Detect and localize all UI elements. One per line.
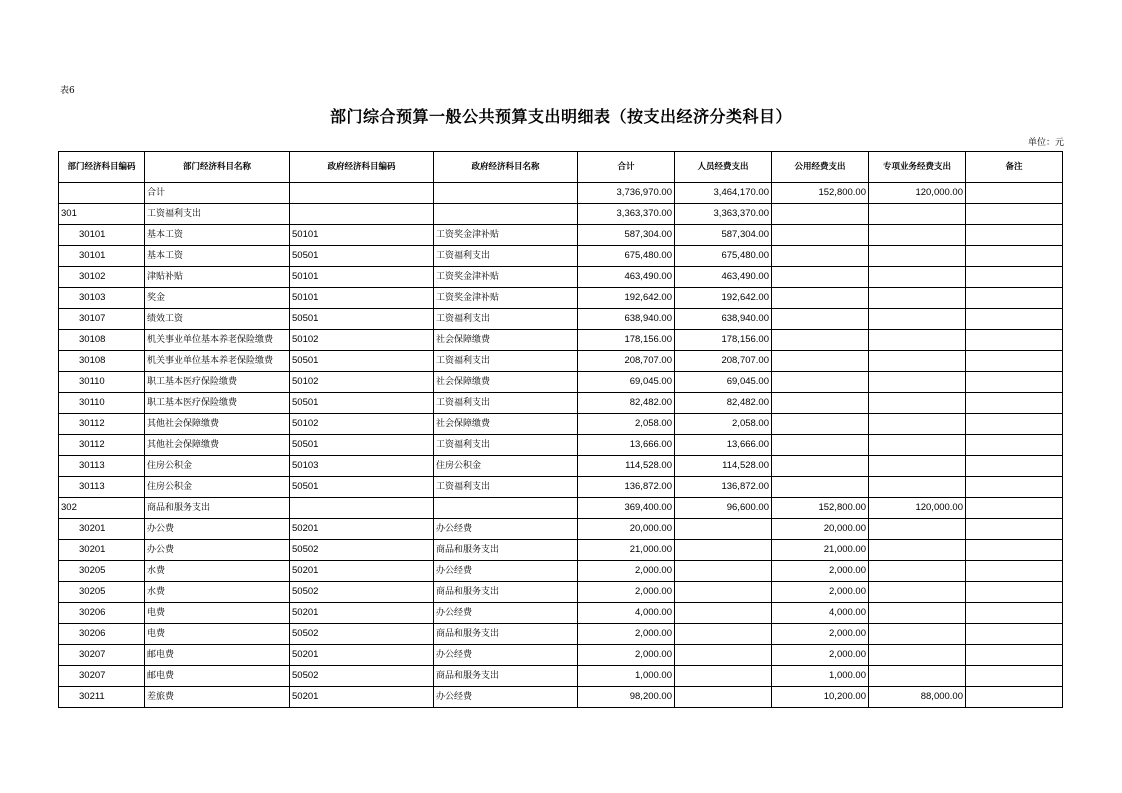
gov-name-cell: 商品和服务支出 — [434, 624, 578, 645]
dept-code-cell: 30205 — [59, 582, 145, 603]
note-cell — [966, 498, 1063, 519]
gov-name-cell: 办公经费 — [434, 561, 578, 582]
table-row — [59, 309, 1063, 330]
table-row — [59, 435, 1063, 456]
special-cell — [869, 246, 966, 267]
dept-code-cell: 30206 — [59, 603, 145, 624]
personnel-cell: 3,363,370.00 — [675, 204, 772, 225]
total-cell: 587,304.00 — [578, 225, 675, 246]
public-cell — [772, 351, 869, 372]
dept-name-cell: 津贴补贴 — [145, 267, 290, 288]
public-cell — [772, 393, 869, 414]
note-cell — [966, 351, 1063, 372]
dept-code-cell: 30112 — [59, 435, 145, 456]
note-cell — [966, 246, 1063, 267]
table-row — [59, 477, 1063, 498]
gov-name-cell: 工资福利支出 — [434, 246, 578, 267]
total-cell: 20,000.00 — [578, 519, 675, 540]
dept-name-cell: 住房公积金 — [145, 477, 290, 498]
gov-name-cell: 商品和服务支出 — [434, 540, 578, 561]
dept-code-cell: 30201 — [59, 540, 145, 561]
total-cell: 2,000.00 — [578, 645, 675, 666]
total-cell: 136,872.00 — [578, 477, 675, 498]
table-row — [59, 582, 1063, 603]
gov-name-cell — [434, 498, 578, 519]
special-cell — [869, 624, 966, 645]
column-header: 政府经济科目编码 — [290, 152, 434, 183]
table-row — [59, 540, 1063, 561]
special-cell — [869, 288, 966, 309]
public-cell: 21,000.00 — [772, 540, 869, 561]
public-cell — [772, 309, 869, 330]
gov-name-cell: 社会保障缴费 — [434, 414, 578, 435]
gov-name-cell: 住房公积金 — [434, 456, 578, 477]
gov-code-cell: 50501 — [290, 246, 434, 267]
public-cell: 2,000.00 — [772, 645, 869, 666]
dept-name-cell: 电费 — [145, 603, 290, 624]
personnel-cell: 638,940.00 — [675, 309, 772, 330]
note-cell — [966, 456, 1063, 477]
dept-code-cell: 30211 — [59, 687, 145, 708]
public-cell — [772, 414, 869, 435]
page-title: 部门综合预算一般公共预算支出明细表（按支出经济分类科目） — [329, 107, 792, 126]
special-cell — [869, 225, 966, 246]
special-cell: 120,000.00 — [869, 183, 966, 204]
note-cell — [966, 204, 1063, 225]
gov-name-cell: 办公经费 — [434, 519, 578, 540]
dept-code-cell: 30110 — [59, 393, 145, 414]
table-row — [59, 561, 1063, 582]
gov-code-cell: 50201 — [290, 561, 434, 582]
note-cell — [966, 267, 1063, 288]
column-header: 公用经费支出 — [772, 152, 869, 183]
gov-name-cell: 办公经费 — [434, 603, 578, 624]
personnel-cell: 114,528.00 — [675, 456, 772, 477]
total-cell: 2,000.00 — [578, 624, 675, 645]
gov-name-cell: 工资奖金津补贴 — [434, 288, 578, 309]
public-cell — [772, 288, 869, 309]
personnel-cell: 136,872.00 — [675, 477, 772, 498]
table-row — [59, 603, 1063, 624]
gov-code-cell — [290, 204, 434, 225]
gov-code-cell: 50102 — [290, 372, 434, 393]
total-cell: 1,000.00 — [578, 666, 675, 687]
gov-code-cell: 50501 — [290, 351, 434, 372]
table-row — [59, 288, 1063, 309]
gov-name-cell: 工资奖金津补贴 — [434, 225, 578, 246]
gov-name-cell: 办公经费 — [434, 645, 578, 666]
gov-name-cell: 商品和服务支出 — [434, 666, 578, 687]
dept-code-cell: 30103 — [59, 288, 145, 309]
gov-code-cell: 50201 — [290, 687, 434, 708]
dept-code-cell: 30110 — [59, 372, 145, 393]
special-cell — [869, 393, 966, 414]
dept-code-cell: 30108 — [59, 351, 145, 372]
dept-code-cell — [59, 183, 145, 204]
personnel-cell — [675, 603, 772, 624]
gov-code-cell: 50502 — [290, 540, 434, 561]
table-row — [59, 372, 1063, 393]
dept-name-cell: 办公费 — [145, 540, 290, 561]
gov-name-cell: 工资福利支出 — [434, 477, 578, 498]
dept-code-cell: 30207 — [59, 666, 145, 687]
gov-code-cell: 50501 — [290, 435, 434, 456]
dept-code-cell: 30205 — [59, 561, 145, 582]
public-cell: 10,200.00 — [772, 687, 869, 708]
note-cell — [966, 372, 1063, 393]
note-cell — [966, 393, 1063, 414]
total-cell: 4,000.00 — [578, 603, 675, 624]
dept-name-cell: 其他社会保障缴费 — [145, 435, 290, 456]
table-row — [59, 666, 1063, 687]
gov-name-cell: 工资福利支出 — [434, 435, 578, 456]
special-cell — [869, 309, 966, 330]
dept-code-cell: 30101 — [59, 225, 145, 246]
personnel-cell: 463,490.00 — [675, 267, 772, 288]
total-cell: 178,156.00 — [578, 330, 675, 351]
public-cell — [772, 225, 869, 246]
public-cell — [772, 372, 869, 393]
dept-code-cell: 30107 — [59, 309, 145, 330]
total-cell: 2,000.00 — [578, 561, 675, 582]
special-cell — [869, 666, 966, 687]
dept-name-cell: 基本工资 — [145, 246, 290, 267]
note-cell — [966, 309, 1063, 330]
dept-code-cell: 30113 — [59, 477, 145, 498]
gov-name-cell: 工资福利支出 — [434, 309, 578, 330]
dept-name-cell: 奖金 — [145, 288, 290, 309]
total-cell: 463,490.00 — [578, 267, 675, 288]
total-cell: 2,058.00 — [578, 414, 675, 435]
note-cell — [966, 645, 1063, 666]
gov-code-cell: 50103 — [290, 456, 434, 477]
public-cell — [772, 456, 869, 477]
public-cell: 152,800.00 — [772, 183, 869, 204]
total-cell: 114,528.00 — [578, 456, 675, 477]
column-header: 部门经济科目名称 — [145, 152, 290, 183]
dept-name-cell: 水费 — [145, 561, 290, 582]
public-cell: 20,000.00 — [772, 519, 869, 540]
dept-name-cell: 商品和服务支出 — [145, 498, 290, 519]
dept-name-cell: 邮电费 — [145, 666, 290, 687]
public-cell — [772, 204, 869, 225]
table-row — [59, 330, 1063, 351]
personnel-cell — [675, 519, 772, 540]
gov-name-cell: 办公经费 — [434, 687, 578, 708]
special-cell: 88,000.00 — [869, 687, 966, 708]
public-cell — [772, 267, 869, 288]
total-cell: 675,480.00 — [578, 246, 675, 267]
gov-name-cell: 社会保障缴费 — [434, 330, 578, 351]
total-cell: 638,940.00 — [578, 309, 675, 330]
table-row — [59, 393, 1063, 414]
total-cell: 369,400.00 — [578, 498, 675, 519]
table-row — [59, 351, 1063, 372]
dept-name-cell: 合计 — [145, 183, 290, 204]
gov-code-cell: 50102 — [290, 330, 434, 351]
gov-code-cell: 50101 — [290, 267, 434, 288]
dept-name-cell: 基本工资 — [145, 225, 290, 246]
public-cell — [772, 477, 869, 498]
gov-name-cell: 工资福利支出 — [434, 393, 578, 414]
dept-code-cell: 30112 — [59, 414, 145, 435]
personnel-cell: 69,045.00 — [675, 372, 772, 393]
gov-name-cell — [434, 183, 578, 204]
total-cell: 21,000.00 — [578, 540, 675, 561]
total-cell: 98,200.00 — [578, 687, 675, 708]
gov-code-cell: 50501 — [290, 477, 434, 498]
personnel-cell: 13,666.00 — [675, 435, 772, 456]
special-cell — [869, 477, 966, 498]
special-cell — [869, 645, 966, 666]
gov-code-cell — [290, 183, 434, 204]
special-cell — [869, 561, 966, 582]
personnel-cell — [675, 687, 772, 708]
personnel-cell — [675, 645, 772, 666]
table-row — [59, 414, 1063, 435]
note-cell — [966, 435, 1063, 456]
table-row — [59, 204, 1063, 225]
column-header: 政府经济科目名称 — [434, 152, 578, 183]
dept-code-cell: 30101 — [59, 246, 145, 267]
dept-name-cell: 职工基本医疗保险缴费 — [145, 372, 290, 393]
personnel-cell — [675, 666, 772, 687]
table-body — [59, 183, 1063, 708]
table-header-row — [59, 152, 1063, 183]
public-cell: 2,000.00 — [772, 561, 869, 582]
dept-name-cell: 住房公积金 — [145, 456, 290, 477]
unit-label: 单位：元 — [1027, 138, 1064, 148]
special-cell — [869, 435, 966, 456]
public-cell: 4,000.00 — [772, 603, 869, 624]
special-cell — [869, 372, 966, 393]
note-cell — [966, 225, 1063, 246]
dept-name-cell: 差旅费 — [145, 687, 290, 708]
special-cell — [869, 519, 966, 540]
dept-name-cell: 办公费 — [145, 519, 290, 540]
total-cell: 3,363,370.00 — [578, 204, 675, 225]
note-cell — [966, 603, 1063, 624]
public-cell — [772, 330, 869, 351]
total-cell: 3,736,970.00 — [578, 183, 675, 204]
dept-code-cell: 30113 — [59, 456, 145, 477]
personnel-cell — [675, 540, 772, 561]
column-header: 部门经济科目编码 — [59, 152, 145, 183]
table-row — [59, 498, 1063, 519]
note-cell — [966, 183, 1063, 204]
table-row — [59, 246, 1063, 267]
gov-code-cell — [290, 498, 434, 519]
dept-code-cell: 30102 — [59, 267, 145, 288]
special-cell — [869, 204, 966, 225]
gov-code-cell: 50101 — [290, 225, 434, 246]
dept-code-cell: 30201 — [59, 519, 145, 540]
table-row — [59, 519, 1063, 540]
total-cell: 192,642.00 — [578, 288, 675, 309]
personnel-cell: 82,482.00 — [675, 393, 772, 414]
gov-name-cell: 工资福利支出 — [434, 351, 578, 372]
table-label: 表6 — [60, 86, 75, 96]
gov-code-cell: 50201 — [290, 519, 434, 540]
public-cell — [772, 246, 869, 267]
personnel-cell — [675, 582, 772, 603]
public-cell: 2,000.00 — [772, 624, 869, 645]
gov-name-cell: 社会保障缴费 — [434, 372, 578, 393]
special-cell — [869, 330, 966, 351]
column-header: 合计 — [578, 152, 675, 183]
note-cell — [966, 288, 1063, 309]
public-cell: 1,000.00 — [772, 666, 869, 687]
personnel-cell: 3,464,170.00 — [675, 183, 772, 204]
dept-code-cell: 30108 — [59, 330, 145, 351]
public-cell: 2,000.00 — [772, 582, 869, 603]
dept-name-cell: 工资福利支出 — [145, 204, 290, 225]
personnel-cell — [675, 561, 772, 582]
note-cell — [966, 687, 1063, 708]
note-cell — [966, 582, 1063, 603]
gov-code-cell: 50201 — [290, 645, 434, 666]
total-cell: 82,482.00 — [578, 393, 675, 414]
note-cell — [966, 624, 1063, 645]
note-cell — [966, 519, 1063, 540]
note-cell — [966, 540, 1063, 561]
personnel-cell: 96,600.00 — [675, 498, 772, 519]
table-row — [59, 225, 1063, 246]
gov-name-cell: 工资奖金津补贴 — [434, 267, 578, 288]
personnel-cell: 208,707.00 — [675, 351, 772, 372]
gov-code-cell: 50102 — [290, 414, 434, 435]
dept-name-cell: 邮电费 — [145, 645, 290, 666]
gov-code-cell: 50101 — [290, 288, 434, 309]
gov-code-cell: 50501 — [290, 393, 434, 414]
table-row — [59, 456, 1063, 477]
gov-code-cell: 50501 — [290, 309, 434, 330]
personnel-cell: 587,304.00 — [675, 225, 772, 246]
total-cell: 208,707.00 — [578, 351, 675, 372]
public-cell: 152,800.00 — [772, 498, 869, 519]
total-cell: 2,000.00 — [578, 582, 675, 603]
column-header: 专项业务经费支出 — [869, 152, 966, 183]
dept-name-cell: 机关事业单位基本养老保险缴费 — [145, 351, 290, 372]
gov-code-cell: 50502 — [290, 582, 434, 603]
budget-table — [58, 151, 1063, 708]
dept-name-cell: 电费 — [145, 624, 290, 645]
note-cell — [966, 414, 1063, 435]
personnel-cell: 178,156.00 — [675, 330, 772, 351]
special-cell — [869, 456, 966, 477]
dept-code-cell: 30207 — [59, 645, 145, 666]
special-cell — [869, 582, 966, 603]
gov-code-cell: 50502 — [290, 666, 434, 687]
special-cell — [869, 351, 966, 372]
gov-code-cell: 50201 — [290, 603, 434, 624]
gov-code-cell: 50502 — [290, 624, 434, 645]
personnel-cell: 675,480.00 — [675, 246, 772, 267]
total-cell: 13,666.00 — [578, 435, 675, 456]
note-cell — [966, 477, 1063, 498]
dept-name-cell: 水费 — [145, 582, 290, 603]
dept-name-cell: 绩效工资 — [145, 309, 290, 330]
note-cell — [966, 666, 1063, 687]
dept-code-cell: 302 — [59, 498, 145, 519]
dept-name-cell: 其他社会保障缴费 — [145, 414, 290, 435]
total-cell: 69,045.00 — [578, 372, 675, 393]
column-header: 备注 — [966, 152, 1063, 183]
note-cell — [966, 561, 1063, 582]
special-cell — [869, 414, 966, 435]
table-row — [59, 645, 1063, 666]
table-row — [59, 267, 1063, 288]
dept-name-cell: 职工基本医疗保险缴费 — [145, 393, 290, 414]
special-cell: 120,000.00 — [869, 498, 966, 519]
gov-name-cell — [434, 204, 578, 225]
gov-name-cell: 商品和服务支出 — [434, 582, 578, 603]
note-cell — [966, 330, 1063, 351]
table-row — [59, 624, 1063, 645]
dept-name-cell: 机关事业单位基本养老保险缴费 — [145, 330, 290, 351]
special-cell — [869, 540, 966, 561]
public-cell — [772, 435, 869, 456]
personnel-cell: 192,642.00 — [675, 288, 772, 309]
dept-code-cell: 301 — [59, 204, 145, 225]
dept-code-cell: 30206 — [59, 624, 145, 645]
special-cell — [869, 267, 966, 288]
personnel-cell: 2,058.00 — [675, 414, 772, 435]
table-row — [59, 687, 1063, 708]
table-row — [59, 183, 1063, 204]
special-cell — [869, 603, 966, 624]
column-header: 人员经费支出 — [675, 152, 772, 183]
personnel-cell — [675, 624, 772, 645]
